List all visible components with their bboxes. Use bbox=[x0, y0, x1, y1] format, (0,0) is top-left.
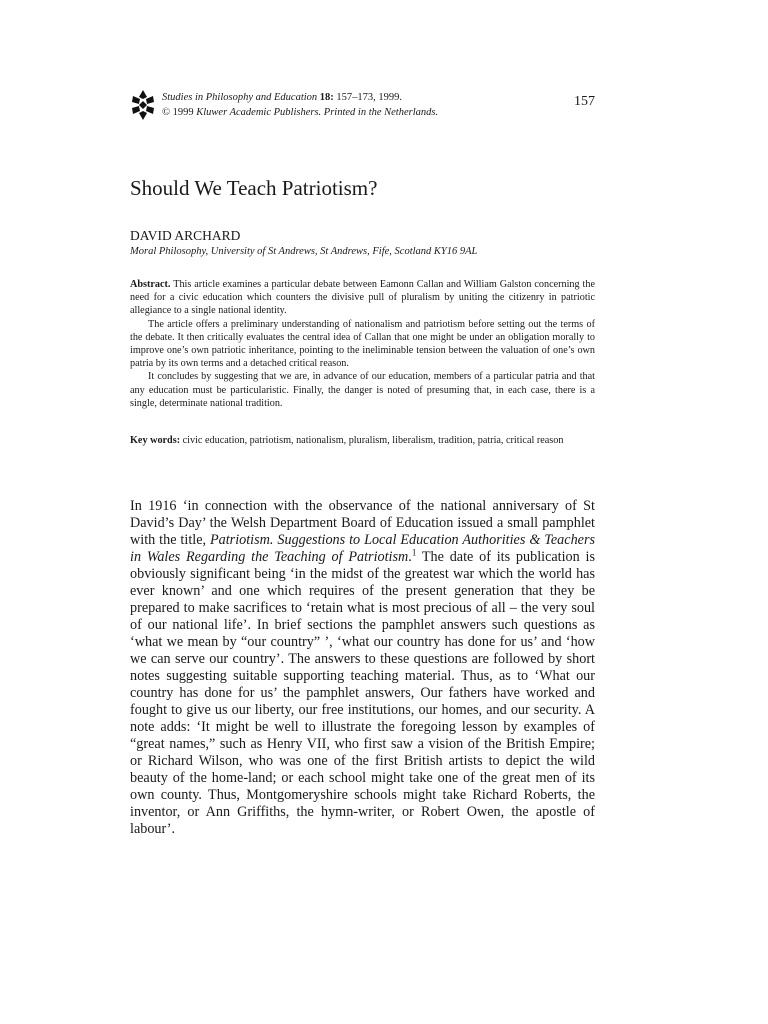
article-title: Should We Teach Patriotism? bbox=[130, 176, 378, 200]
keywords-section bbox=[130, 434, 595, 447]
abstract-paragraph-2: The article offers a preliminary understanding of nationalism and patriotism before setting out the terms of the debate. It then critically evaluates the central idea of Callan that one might be under an obligation morally to improve one’s own patriotic inheritance, pointing to the ineliminable tension between the valuation of one’s own patria by its own terms and a detached critical reason. bbox=[130, 318, 595, 370]
kluwer-logo-icon bbox=[130, 88, 156, 122]
abstract-text-1: This article examines a particular debate between Eamonn Callan and William Galston concerning the need for a civic education which counters the divisive pull of pluralism by uniting the citizenry in patriotic allegiance to a single national identity. bbox=[130, 279, 595, 317]
author-name: DAVID ARCHARD bbox=[130, 228, 241, 243]
abstract-paragraph-3: It concludes by suggesting that we are, in advance of our education, members of a particular patria and that any education must be particularistic. Finally, the danger is noted of presuming that, in each case, there is a single, determinate national tradition. bbox=[130, 371, 595, 409]
journal-name: Studies in Philosophy and Education bbox=[162, 92, 318, 103]
journal-line-1 bbox=[162, 90, 438, 105]
keywords-label: Key words: bbox=[130, 435, 181, 446]
pamphlet-title: Patriotism. Suggestions to Local Education Authorities & Teachers in Wales Regarding the Teaching of Patriotism bbox=[130, 532, 595, 565]
journal-pages-year: 157–173, 1999. bbox=[333, 92, 403, 103]
journal-volume: 18: bbox=[319, 92, 334, 103]
journal-citation bbox=[162, 90, 438, 120]
body-text-3: The date of its publication is obviously significant being ‘in the midst of the greatest war which the world has ever known’ and one which requires of the present generation that they be prepared to make sacrifices to ‘retain what is most precious of all – the very soul of our national life’. In brief sections the pamphlet answers such questions as ‘what we mean by “our country” ’, ‘what our country has done for us’ and ‘how we can serve our country’. The answers to these questions are followed by short notes suggesting suitable supporting teaching material. Thus, as to ‘What our country has done for us’ the pamphlet answers, Our fathers have worked and fought to give us our liberty, our free institutions, our homes, and our security. A note adds: ‘It might be well to illustrate the foregoing lesson by examples of “great names,” such as Henry VII, who first saw a vision of the British Empire; or Richard Wilson, who was one of the first British artists to depict the wild beauty of the home-land; or each school might take one of the great men of its own county. Thus, Montgomeryshire schools might take Richard Roberts, the inventor, or Ann Griffiths, the hymn-writer, or Robert Owen, the apostle of labour’. bbox=[130, 549, 595, 837]
body-text-1: In 1916 ‘in connection with the observance of the national anniversary of St David’s Day’ the Welsh Department Board of Education issued a small pamphlet with the title, bbox=[130, 498, 595, 548]
copyright-mark: © 1999 bbox=[162, 107, 197, 118]
publisher-name: Kluwer Academic Publishers. bbox=[196, 107, 322, 118]
body-text-2: . bbox=[408, 549, 412, 565]
abstract-paragraph-1 bbox=[130, 278, 595, 318]
body-paragraph bbox=[130, 498, 595, 838]
abstract-section bbox=[130, 278, 595, 410]
author-affiliation: Moral Philosophy, University of St Andrews, St Andrews, Fife, Scotland KY16 9AL bbox=[130, 246, 478, 257]
journal-line-2 bbox=[162, 105, 438, 120]
footnote-marker[interactable]: 1 bbox=[411, 547, 417, 558]
page-number: 157 bbox=[574, 94, 595, 109]
printed-location: Printed in the Netherlands. bbox=[321, 107, 439, 118]
abstract-label: Abstract. bbox=[130, 279, 171, 290]
keywords-text: civic education, patriotism, nationalism, pluralism, liberalism, tradition, patria, critical reason bbox=[180, 435, 564, 446]
